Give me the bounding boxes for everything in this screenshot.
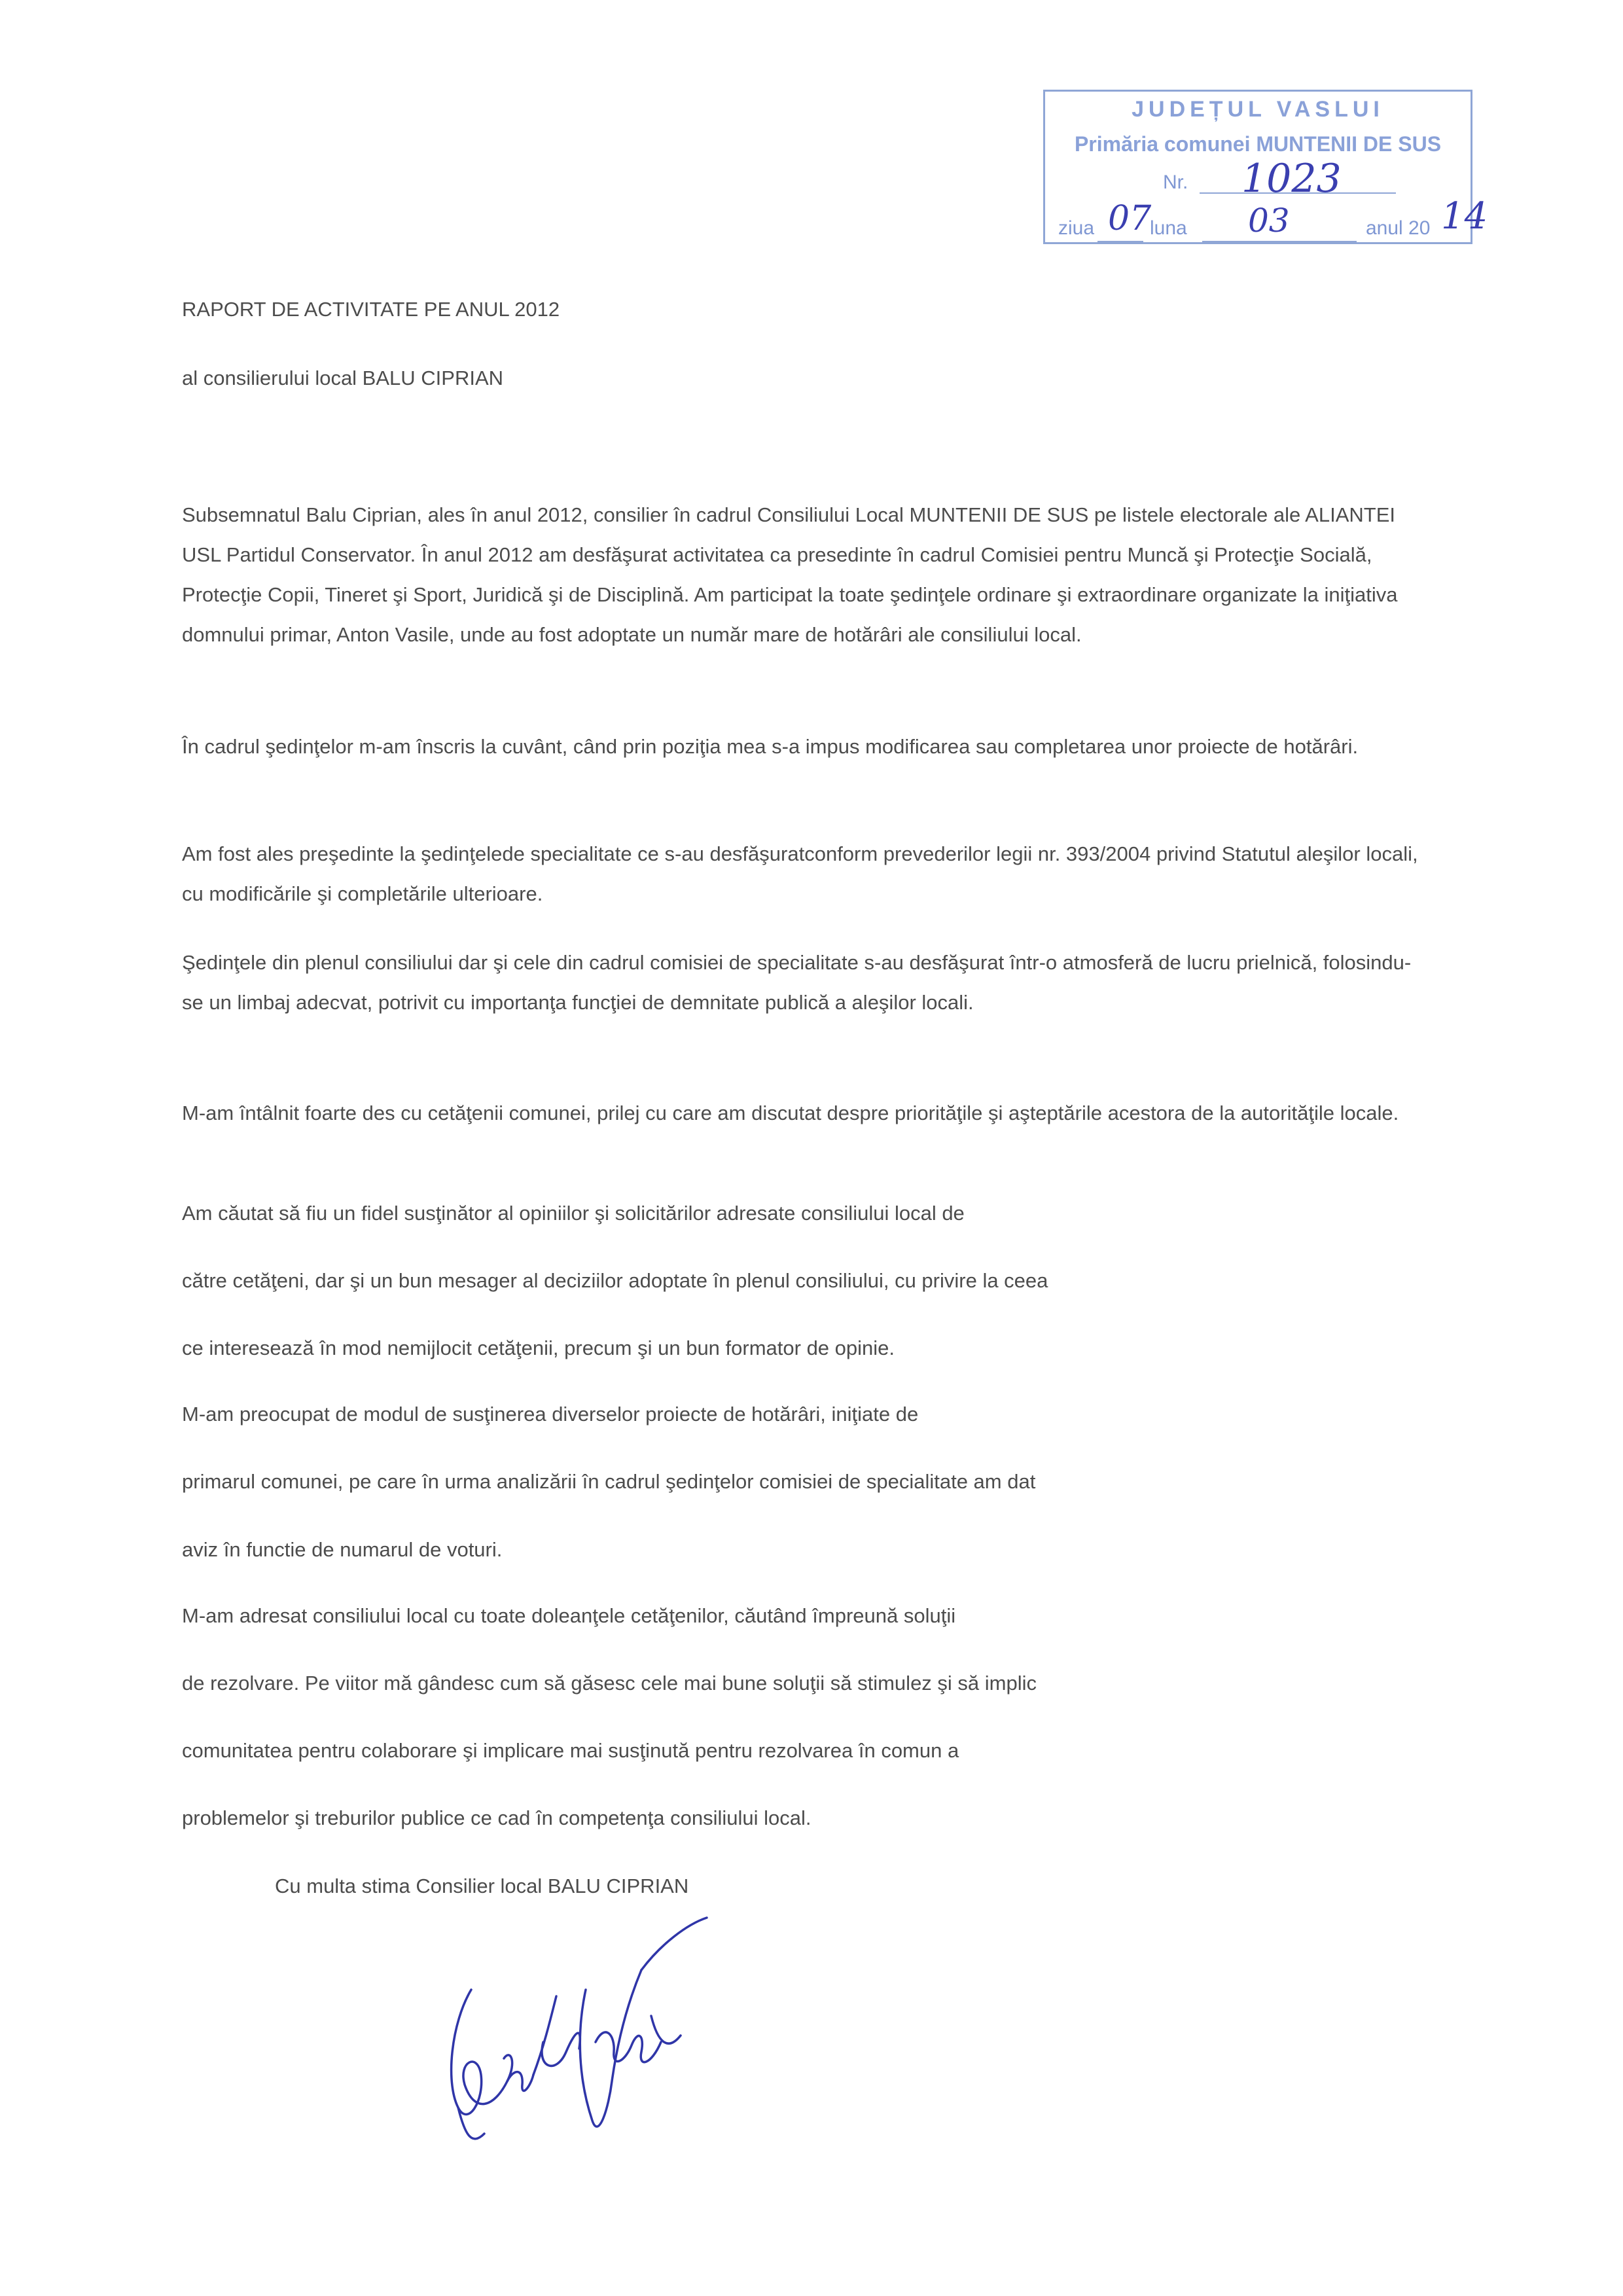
text-line: Am căutat să fiu un fidel susţinător al opiniilor şi solicitărilor adresate consiliului local de <box>182 1202 965 1225</box>
stamp-county: JUDEȚUL VASLUI <box>1132 97 1384 122</box>
stamp-luna-line <box>1202 241 1357 242</box>
stamp-anul-value: 14 <box>1441 195 1488 238</box>
paragraph: Subsemnatul Balu Ciprian, ales în anul 2012, consilier în cadrul Consiliului Local MUNTENII DE SUS pe listele electorale ale ALIANTEI USL Partidul Conservator. În anul 2012 am desfăşurat activitatea ca presedinte în cadrul Comisiei pentru Muncă şi Protecţie Socială, Protecţie Copii, Tineret şi Sport, Juridică şi de Disciplină. Am participat la toate şedinţele ordinare şi extraordinare organizate la iniţiativa domnului primar, Anton Vasile, unde au fost adoptate un număr mare de hotărâri ale consiliului local. <box>182 503 1398 646</box>
text-line: primarul comunei, pe care în urma analizării în cadrul şedinţelor comisiei de specialitate am dat <box>182 1470 1036 1493</box>
stamp-ziua-value: 07 <box>1108 199 1152 238</box>
paragraph: Şedinţele din plenul consiliului dar şi cele din cadrul comisiei de specialitate s-au desfăşurat într-o atmosferă de lucru prielnică, folosindu-se un limbaj adecvat, potrivit cu importanţa funcţiei de demnitate publică a aleşilor locali. <box>182 951 1412 1014</box>
text-line: problemelor şi treburilor publice ce cad în competenţa consiliului local. <box>182 1806 812 1829</box>
stamp-luna-label: luna <box>1150 217 1187 239</box>
document-title: RAPORT DE ACTIVITATE PE ANUL 2012 <box>182 298 560 321</box>
text-line: aviz în functie de numarul de voturi. <box>182 1538 503 1561</box>
registration-stamp <box>1043 90 1488 244</box>
paragraph: Am fost ales preşedinte la şedinţelede specialitate ce s-au desfăşuratconform prevederilor legii nr. 393/2004 privind Statutul aleşilor locali, cu modificările şi completările ulterioare. <box>182 842 1418 905</box>
text-line: M-am preocupat de modul de susţinerea diverselor proiecte de hotărâri, iniţiate de <box>182 1403 919 1426</box>
paragraph: În cadrul şedinţelor m-am înscris la cuvânt, când prin poziţia mea s-a impus modificarea sau completarea unor proiecte de hotărâri. <box>182 735 1359 758</box>
closing-line: Cu multa stima Consilier local BALU CIPRIAN <box>275 1874 689 1897</box>
stamp-ziua-line <box>1097 241 1143 242</box>
paragraph: M-am întâlnit foarte des cu cetăţenii comunei, prilej cu care am discutat despre priorităţile şi aşteptările acestora de la autorităţile locale. <box>182 1102 1399 1124</box>
stamp-nr-value: 1023 <box>1241 156 1342 202</box>
text-line: către cetăţeni, dar şi un bun mesager al deciziilor adoptate în plenul consiliului, cu privire la ceea <box>182 1269 1048 1292</box>
text-line: M-am adresat consiliului local cu toate doleanţele cetăţenilor, căutând împreună soluţii <box>182 1604 956 1627</box>
stamp-luna-value: 03 <box>1248 202 1290 240</box>
text-line: de rezolvare. Pe viitor mă gândesc cum să găsesc cele mai bune soluţii să stimulez şi să implic <box>182 1672 1037 1695</box>
stamp-nr-label: Nr. <box>1163 171 1188 193</box>
handwritten-signature <box>445 1911 720 2186</box>
text-line: ce interesează în mod nemijlocit cetăţenii, precum şi un bun formator de opinie. <box>182 1336 895 1359</box>
stamp-anul-label: anul 20 <box>1366 217 1431 239</box>
stamp-townhall: Primăria comunei MUNTENII DE SUS <box>1074 132 1442 156</box>
stamp-ziua-label: ziua <box>1058 217 1095 239</box>
text-line: comunitatea pentru colaborare şi implicare mai susţinută pentru rezolvarea în comun a <box>182 1739 959 1762</box>
document-subtitle: al consilierului local BALU CIPRIAN <box>182 367 504 389</box>
